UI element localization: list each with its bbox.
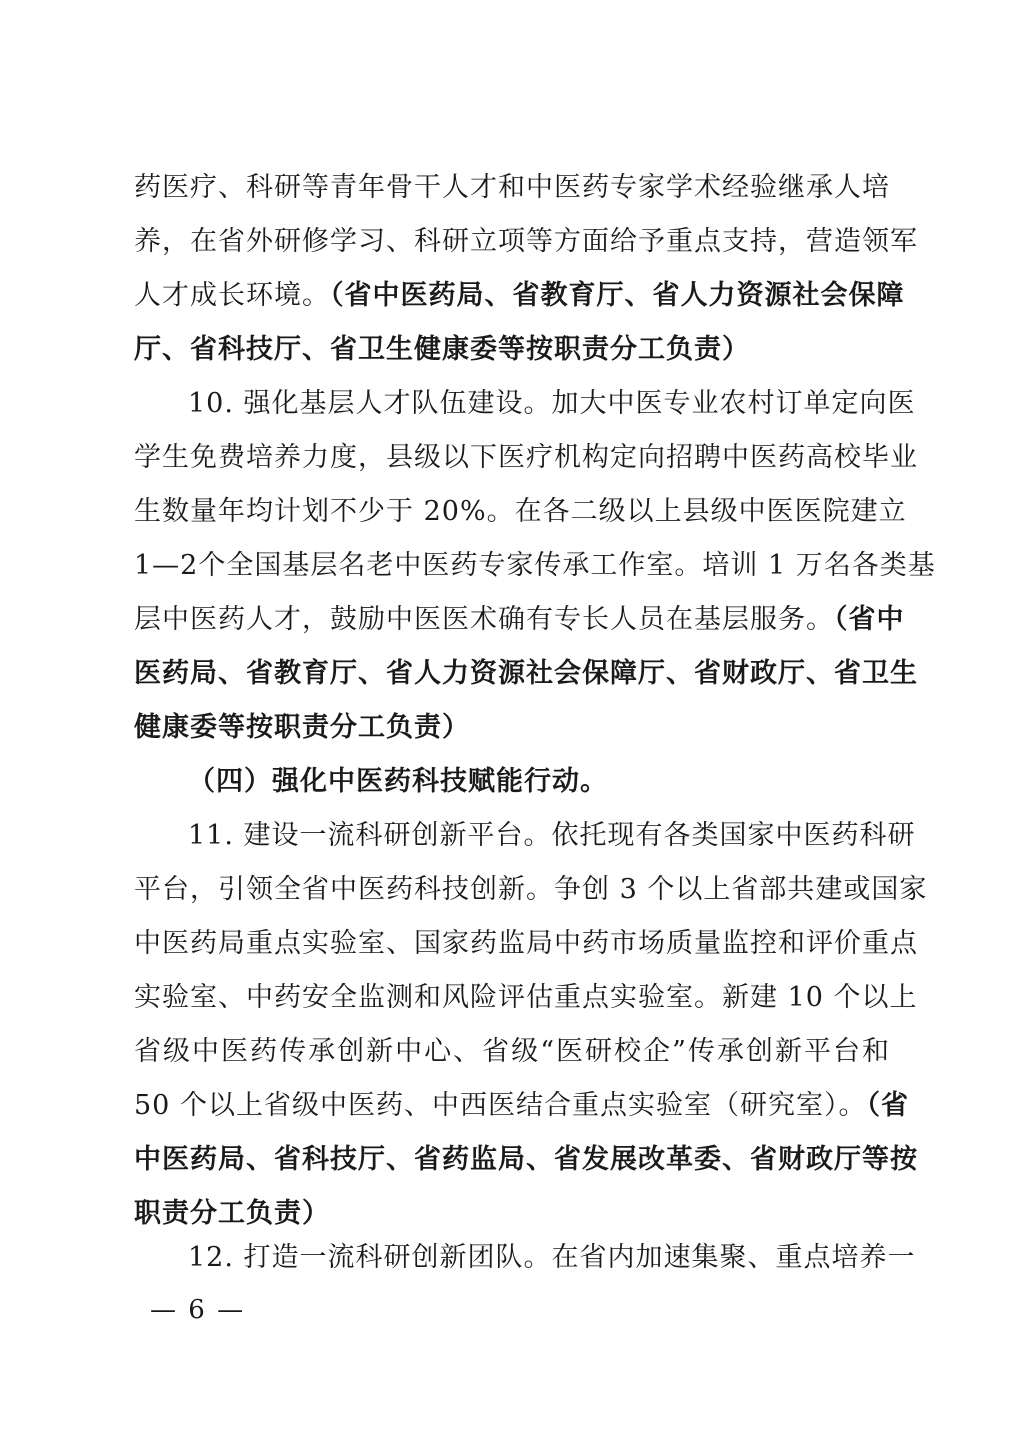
line-text: 50 个以上省级中医药、中西医结合重点实验室（研究室）。 [134,1090,867,1121]
line-text: 平台，引领全省中医药科技创新。争创 3 个以上省部共建或国家 [134,874,928,905]
responsible-departments-text: （省中医药局、省教育厅、省人力资源社会保障 [330,280,905,311]
responsible-departments-text: 职责分工负责） [134,1198,330,1229]
text-line [134,168,890,208]
text-line [134,978,918,1018]
text-line [134,1032,890,1072]
line-text: 层中医药人才，鼓励中医医术确有专长人员在基层服务。 [134,604,834,635]
responsible-departments-text: 医药局、省教育厅、省人力资源社会保障厅、省财政厅、省卫生 [134,658,918,689]
text-line [134,654,918,694]
text-line [134,1140,918,1180]
line-text: 12. 打造一流科研创新团队。在省内加速集聚、重点培养一 [188,1242,916,1273]
text-line [134,492,907,532]
responsible-departments-text: 健康委等按职责分工负责） [134,712,470,743]
page-number: — 6 — [150,1295,246,1325]
text-line [134,708,890,748]
paragraph-11-heading-line [188,816,916,856]
text-line [134,438,918,478]
responsible-departments-text: （四）强化中医药科技赋能行动。 [188,766,608,797]
text-line [134,1086,909,1126]
line-text: 1—2个全国基层名老中医药专家传承工作室。培训 1 万名各类基 [134,550,936,581]
text-line [134,276,905,316]
text-line [134,600,905,640]
text-line [134,1194,890,1234]
line-text: 药医疗、科研等青年骨干人才和中医药专家学术经验继承人培 [134,172,890,203]
section-heading-4 [188,762,890,802]
responsible-departments-text: 厅、省科技厅、省卫生健康委等按职责分工负责） [134,334,750,365]
line-text: 学生免费培养力度，县级以下医疗机构定向招聘中医药高校毕业 [134,442,918,473]
text-line [134,222,918,262]
text-line [134,546,936,586]
responsible-departments-text: （省中 [834,604,905,635]
line-text: 生数量年均计划不少于 20%。在各二级以上县级中医医院建立 [134,496,907,527]
paragraph-12-heading-line [188,1238,916,1278]
line-text: 10. 强化基层人才队伍建设。加大中医专业农村订单定向医 [188,388,916,419]
text-line [134,870,928,910]
line-text: 人才成长环境。 [134,280,330,311]
line-text: 养，在省外研修学习、科研立项等方面给予重点支持，营造领军 [134,226,918,257]
line-text: 11. 建设一流科研创新平台。依托现有各类国家中医药科研 [188,820,916,851]
responsible-departments-text: 中医药局、省科技厅、省药监局、省发展改革委、省财政厅等按 [134,1144,918,1175]
line-text: 省级中医药传承创新中心、省级“医研校企”传承创新平台和 [134,1036,890,1067]
line-text: 实验室、中药安全监测和风险评估重点实验室。新建 10 个以上 [134,982,918,1013]
text-line [134,924,918,964]
text-line [134,330,890,370]
responsible-departments-text: （省 [866,1090,909,1121]
paragraph-10-heading-line [188,384,916,424]
line-text: 中医药局重点实验室、国家药监局中药市场质量监控和评价重点 [134,928,918,959]
